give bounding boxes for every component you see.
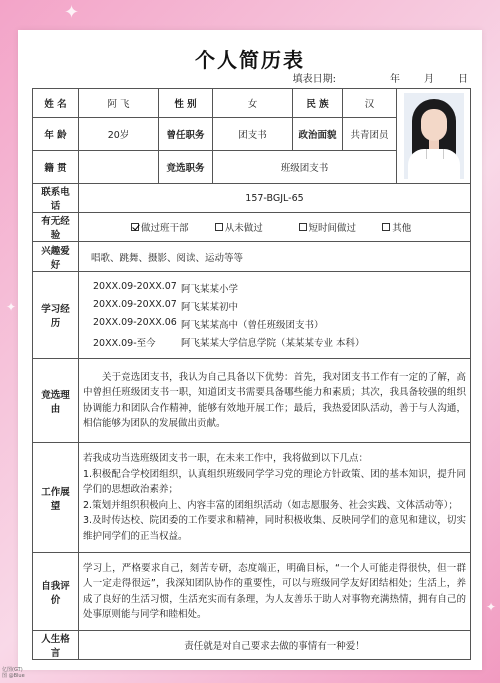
star-decoration-icon: ✦ xyxy=(6,300,17,314)
experience-option[interactable]: 其他 xyxy=(382,220,466,234)
former-position-value: 团支书 xyxy=(213,118,293,151)
table-row xyxy=(33,184,471,213)
outlook-line: 2.策划并组织积极向上、内容丰富的团组织活动（如志愿服务、社会实践、文体活动等）； xyxy=(83,499,458,511)
phone-value: 157-BGJL-65 xyxy=(79,184,471,213)
study-period: 20XX.09-20XX.07 xyxy=(93,299,177,310)
study-school: 阿飞某某高中（曾任班级团支书） xyxy=(181,320,324,331)
name-header: 姓 名 xyxy=(33,89,79,118)
table-row xyxy=(33,553,471,631)
watermark: 亿图(GT) 图 @Blue xyxy=(2,667,25,679)
reason-text: 关于竞选团支书，我认为自己具备以下优势：首先，我对团支书工作有一定的了解，高中曾担任班级团支书一职，知道团支书需要具备哪些能力和素质；其次，我具备较强的组织协调能力和团队合作精神，能够有效地开展工作；最后，我热爱团队活动，善于与人沟通，相信能够为团队的发展做出贡献。 xyxy=(83,371,466,429)
gender-header: 性 别 xyxy=(159,89,213,118)
hobbies-header: 兴趣爱好 xyxy=(33,242,79,272)
study-period: 20XX.09-20XX.07 xyxy=(93,281,177,292)
outlook-line: 1.积极配合学校团组织，认真组织班级同学学习党的理论方针政策、团的基本知识，提升同学们的思想政治素养； xyxy=(83,468,466,495)
resume-sheet xyxy=(18,30,482,670)
ethnic-value: 汉 xyxy=(343,89,397,118)
table-row xyxy=(33,359,471,443)
table-row xyxy=(33,242,471,272)
running-position-header: 竞选职务 xyxy=(159,151,213,184)
experience-header: 有无经验 xyxy=(33,213,79,242)
reason-header: 竞选理由 xyxy=(33,359,79,443)
running-position-value: 班级团支书 xyxy=(213,151,397,184)
table-row xyxy=(33,443,471,553)
fill-date-year: 年 xyxy=(390,74,400,85)
study-period: 20XX.09-20XX.06 xyxy=(93,317,177,328)
star-decoration-icon: ✦ xyxy=(486,600,497,614)
table-row xyxy=(33,631,471,660)
study-period: 20XX.09-至今 xyxy=(93,338,156,349)
political-status-value: 共青团员 xyxy=(343,118,397,151)
gender-value: 女 xyxy=(213,89,293,118)
page-title: 个人简历表 xyxy=(195,48,305,72)
fill-date xyxy=(293,70,468,85)
native-place-value xyxy=(79,151,159,184)
reason-cell xyxy=(79,359,471,443)
table-row xyxy=(33,272,471,359)
political-status-header: 政治面貌 xyxy=(293,118,343,151)
self-eval-text: 学习上，严格要求自己，刻苦专研，态度端正，明确目标，“一个人可能走得很快，但一群人一定走得很远”，我深知团队协作的重要性，可以与班级同学友好团结相处；生活上，养成了良好的生活习惯，生活充实而有条理，为人友善乐于助人对事物充满热情，拥有自己的处事原则能与同学和睦相处。 xyxy=(83,562,466,620)
self-eval-header: 自我评价 xyxy=(33,553,79,631)
star-decoration-icon: ✦ xyxy=(64,2,80,23)
study-school: 阿飞某某小学 xyxy=(181,284,239,295)
former-position-header: 曾任职务 xyxy=(159,118,213,151)
ethnic-header: 民 族 xyxy=(293,89,343,118)
motto-value: 责任就是对自己要求去做的事情有一种爱！ xyxy=(79,631,471,660)
native-place-header: 籍 贯 xyxy=(33,151,79,184)
fill-date-month: 月 xyxy=(424,74,434,85)
fill-date-day: 日 xyxy=(458,74,468,85)
outlook-line: 3.及时传达校、院团委的工作要求和精神，同时积极收集、反映同学们的意见和建议，切实维护同学们的正当权益。 xyxy=(83,515,466,542)
checkbox-checked-icon[interactable] xyxy=(131,223,139,231)
experience-options xyxy=(79,213,471,242)
phone-header: 联系电话 xyxy=(33,184,79,213)
study-school: 阿飞某某初中 xyxy=(181,302,239,313)
age-value: 20岁 xyxy=(79,118,159,151)
checkbox-icon[interactable] xyxy=(299,223,307,231)
avatar xyxy=(404,93,464,179)
outlook-cell xyxy=(79,443,471,553)
experience-option[interactable]: 从未做过 xyxy=(215,220,299,234)
fill-date-label: 填表日期: xyxy=(292,74,336,85)
table-row xyxy=(33,213,471,242)
study-header: 学习经历 xyxy=(33,272,79,359)
self-eval-cell xyxy=(79,553,471,631)
outlook-header: 工作展望 xyxy=(33,443,79,553)
resume-table xyxy=(32,88,471,660)
study-school: 阿飞某某大学信息学院（某某某专业 本科） xyxy=(181,338,365,349)
checkbox-icon[interactable] xyxy=(382,223,390,231)
experience-option[interactable]: 短时间做过 xyxy=(299,220,383,234)
outlook-line: 若我成功当选班级团支书一职，在未来工作中，我将做到以下几点： xyxy=(83,453,369,464)
hobbies-value: 唱歌、跳舞、摄影、阅读、运动等等 xyxy=(79,242,471,272)
name-value: 阿 飞 xyxy=(79,89,159,118)
motto-header: 人生格言 xyxy=(33,631,79,660)
experience-option[interactable]: 做过班干部 xyxy=(131,220,215,234)
photo-cell xyxy=(397,89,471,184)
study-list xyxy=(79,272,471,359)
table-row xyxy=(33,89,471,118)
checkbox-icon[interactable] xyxy=(215,223,223,231)
age-header: 年 龄 xyxy=(33,118,79,151)
